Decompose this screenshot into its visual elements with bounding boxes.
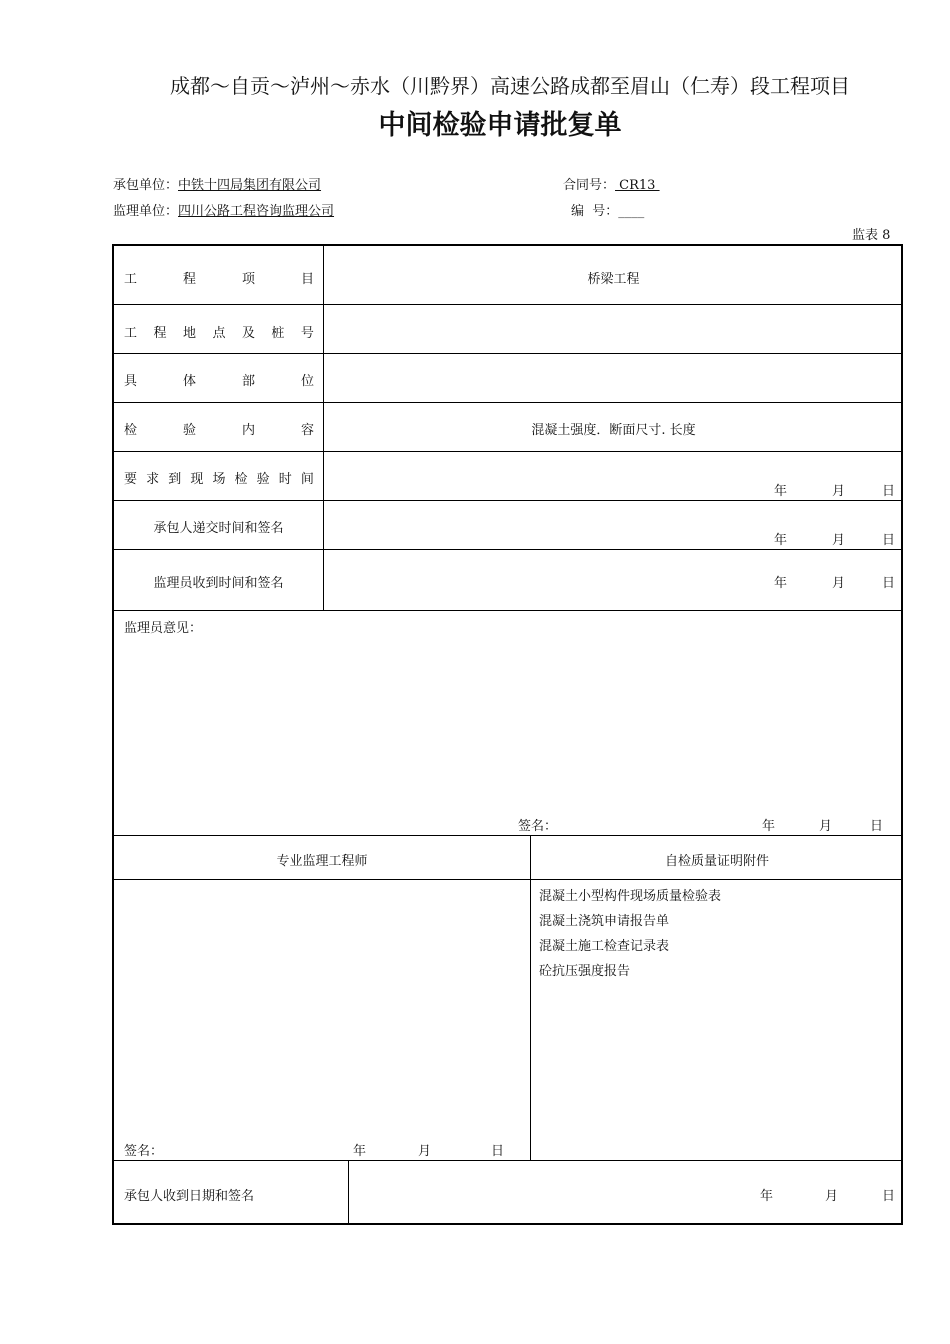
project-value: 桥梁工程 xyxy=(587,272,640,287)
number-line xyxy=(571,200,644,219)
contract-value: CR13 xyxy=(615,178,660,193)
date-day-label: 日 xyxy=(882,533,896,548)
date-month-label: 月 xyxy=(832,576,846,591)
number-label: 编 号： xyxy=(571,204,619,219)
engineer-sign-label: 签名： xyxy=(124,1144,164,1159)
supervisor-value: 四川公路工程咨询监理公司 xyxy=(178,204,335,219)
supervisor-label: 监理单位： xyxy=(113,204,179,219)
date-month-label: 月 xyxy=(832,533,846,548)
opinion-sign-label: 签名： xyxy=(518,819,558,834)
contract-line xyxy=(563,174,660,193)
contractor-value: 中铁十四局集团有限公司 xyxy=(178,178,322,193)
attachment-item: 混凝土浇筑申请报告单 xyxy=(539,914,670,929)
inspect-time-label: 要 求 到 现 场 检 验 时 间 xyxy=(124,472,314,487)
date-day-label: 日 xyxy=(882,484,896,499)
date-day-label: 日 xyxy=(870,819,884,834)
project-title: 成都～自贡～泸州～赤水（川黔界）高速公路成都至眉山（仁寿）段工程项目 xyxy=(170,74,850,98)
contractor-line xyxy=(113,174,321,193)
inspection-form xyxy=(112,244,903,1225)
number-value: ____ xyxy=(618,204,645,219)
date-month-label: 月 xyxy=(418,1144,432,1159)
engineer-header: 专业监理工程师 xyxy=(276,854,368,869)
project-label: 工 程 项 目 xyxy=(124,272,314,287)
date-year-label: 年 xyxy=(762,819,776,834)
date-year-label: 年 xyxy=(774,484,788,499)
date-month-label: 月 xyxy=(825,1189,839,1204)
date-day-label: 日 xyxy=(882,1189,896,1204)
content-value: 混凝土强度．断面尺寸. 长度 xyxy=(531,423,696,438)
submit-label: 承包人递交时间和签名 xyxy=(153,521,284,536)
contractor-label: 承包单位： xyxy=(113,178,179,193)
form-title: 中间检验申请批复单 xyxy=(378,110,622,141)
attachment-item: 混凝土施工检查记录表 xyxy=(539,939,670,954)
content-label: 检 验 内 容 xyxy=(124,423,314,438)
date-year-label: 年 xyxy=(353,1144,367,1159)
date-month-label: 月 xyxy=(819,819,833,834)
form-code: 监表 8 xyxy=(852,228,891,243)
supervisor-line xyxy=(113,200,334,219)
attachment-item: 混凝土小型构件现场质量检验表 xyxy=(539,889,722,904)
attachment-item: 砼抗压强度报告 xyxy=(539,964,631,979)
contract-label: 合同号： xyxy=(563,178,616,193)
location-label: 工 程 地 点 及 桩 号 xyxy=(124,326,314,341)
received-label: 监理员收到时间和签名 xyxy=(153,576,284,591)
date-year-label: 年 xyxy=(774,533,788,548)
part-label: 具 体 部 位 xyxy=(124,374,314,389)
date-year-label: 年 xyxy=(774,576,788,591)
opinion-label: 监理员意见： xyxy=(124,621,203,636)
final-label: 承包人收到日期和签名 xyxy=(124,1189,255,1204)
attachments-header: 自检质量证明附件 xyxy=(664,854,769,869)
date-year-label: 年 xyxy=(760,1189,774,1204)
date-day-label: 日 xyxy=(882,576,896,591)
date-month-label: 月 xyxy=(832,484,846,499)
date-day-label: 日 xyxy=(491,1144,505,1159)
